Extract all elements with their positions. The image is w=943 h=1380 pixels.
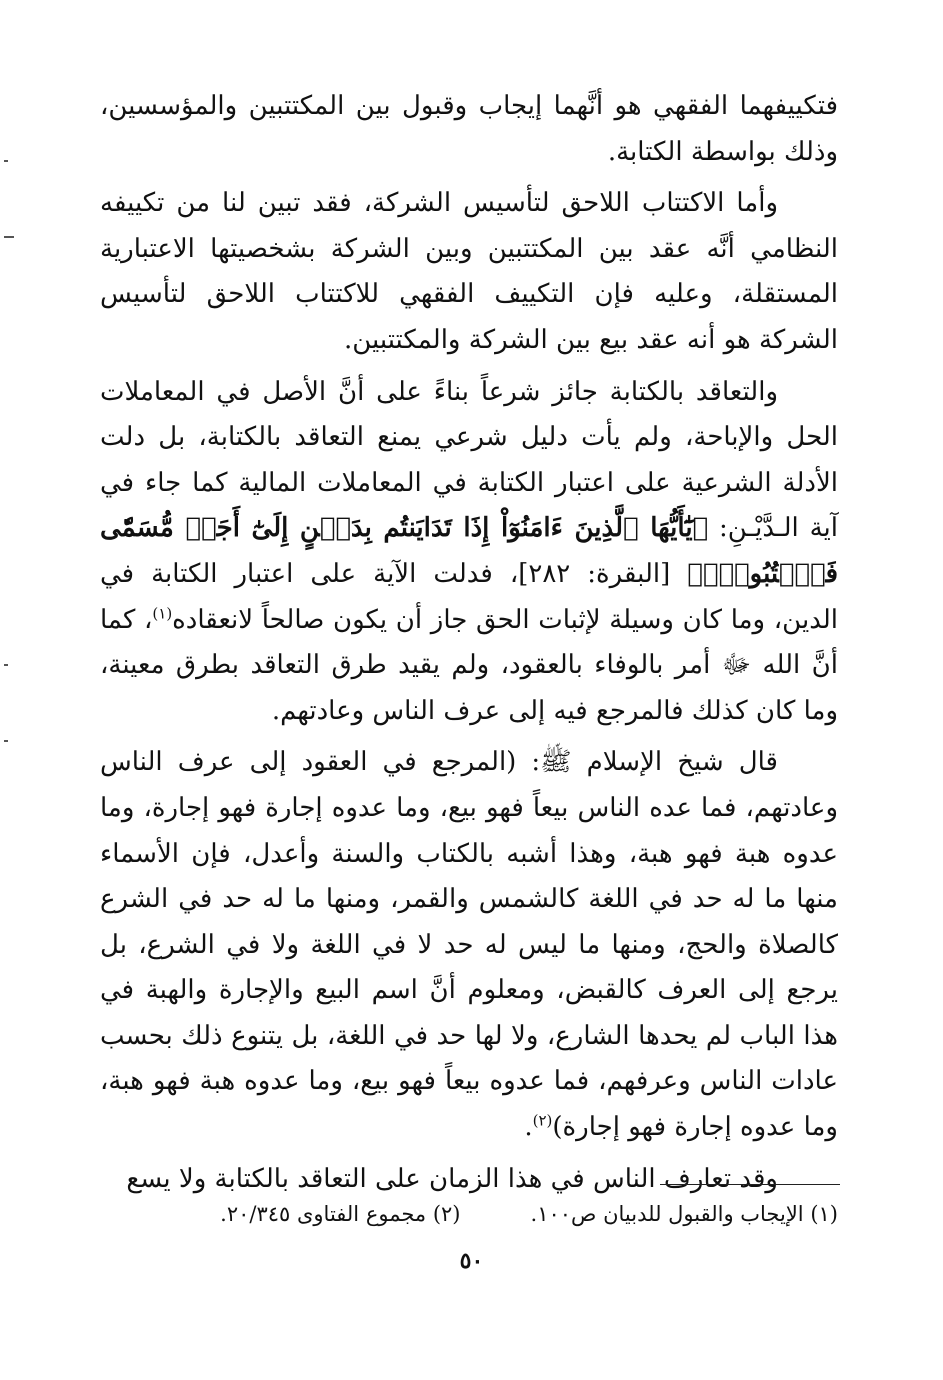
paragraph-text: والتعاقد بالكتابة جائز شرعاً بناءً على أنَّ الأصل في المعاملات الحل والإباحة، ولم يأت دليل شرعي يمنع التعاقد بالكتابة، بل دلت الأدلة الشرعية على اعتبار الكتابة في المعاملات المالية كما جاء في آية الـدَّيْـنِ:	[100, 376, 838, 544]
paragraph-text: فتكييفهما الفقهي هو أنَّهما إيجاب وقبول بين المكتتبين والمؤسسين، وذلك بواسطة الكتابة.	[100, 91, 838, 167]
paragraph-text: وأما الاكتتاب اللاحق لتأسيس الشركة، فقد تبين لنا من تكييفه النظامي أنَّه عقد بين المكتتبين وبين الشركة بشخصيتها الاعتبارية المستقلة، وعليه فإن التكييف الفقهي للاكتتاب اللاحق لتأسيس الشركة هو أنه عقد بيع بين الشركة والمكتتبين.	[100, 188, 838, 355]
paragraph-text: .	[524, 1112, 533, 1143]
margin-mark	[4, 236, 14, 238]
paragraph-text: ، كما أنَّ الله ﷻ أمر بالوفاء بالعقود، ولم يقيد طرق التعاقد بطرق معينة، وما كان كذلك فالمرجع فيه إلى عرف الناس وعادتهم.	[100, 604, 839, 726]
paragraph	[100, 1157, 838, 1203]
margin-mark	[4, 740, 8, 742]
footnote-ref: (١)	[152, 603, 173, 622]
margin-mark	[4, 160, 8, 162]
paragraph-text: [البقرة: ٢٨٢]، فدلت الآية على اعتبار الكتابة في الدين، وما كان وسيلة لإثبات الحق جاز أن يكون صالحاً لانعقاده	[100, 558, 838, 635]
footnote-2: (٢) مجموع الفتاوى ٢٠/٣٤٥.	[220, 1202, 461, 1226]
paragraph-text: قال شيخ الإسلام ﷺ: (المرجع في العقود إلى عرف الناس وعادتهم، فما عده الناس بيعاً فهو بيع، وما عدوه إجارة فهو إجارة، وما عدوه هبة فهو هبة، وهذا أشبه بالكتاب والسنة وأعدل، فإن الأسماء منها ما له حد في اللغة كالشمس والقمر، ومنها ما له حد في الشرع كالصلاة والحج، ومنها ما ليس له حد لا في اللغة ولا في الشرع، بل يرجع إلى العرف كالقبض، ومعلوم أنَّ اسم البيع والإجارة والهبة في هذا الباب لم يحدها الشارع، ولا لها حد في اللغة، بل يتنوع ذلك بحسب عادات الناس وعرفهم، فما عدوه بيعاً فهو بيع، وما عدوه هبة فهو هبة، وما عدوه إجارة فهو إجارة)	[100, 747, 838, 1143]
quran-verse: ﴿يَٰٓأَيُّهَا ٱلَّذِينَ ءَامَنُوٓاْ إِذَا تَدَايَنتُم بِدَيۡنٍ إِلَىٰٓ أَجَلٖ مُّسَمّٗى فَٱكۡتُبُوهُۚ﴾	[100, 513, 839, 589]
paragraph-text: وقد تعارف الناس في هذا الزمان على التعاقد بالكتابة ولا يسع	[126, 1163, 778, 1194]
footnote-ref: (٢)	[532, 1111, 553, 1130]
footnotes	[100, 1198, 838, 1230]
paragraph	[100, 370, 838, 735]
paragraph	[100, 740, 838, 1150]
footnote-1: (١) الإيجاب والقبول للدبيان ص١٠٠.	[530, 1202, 838, 1226]
page-number: ٥٠	[459, 1248, 484, 1274]
body-text	[100, 84, 838, 1208]
paragraph	[100, 181, 838, 363]
footnote-separator	[660, 1184, 840, 1185]
paragraph	[100, 84, 838, 175]
margin-mark	[4, 664, 8, 666]
